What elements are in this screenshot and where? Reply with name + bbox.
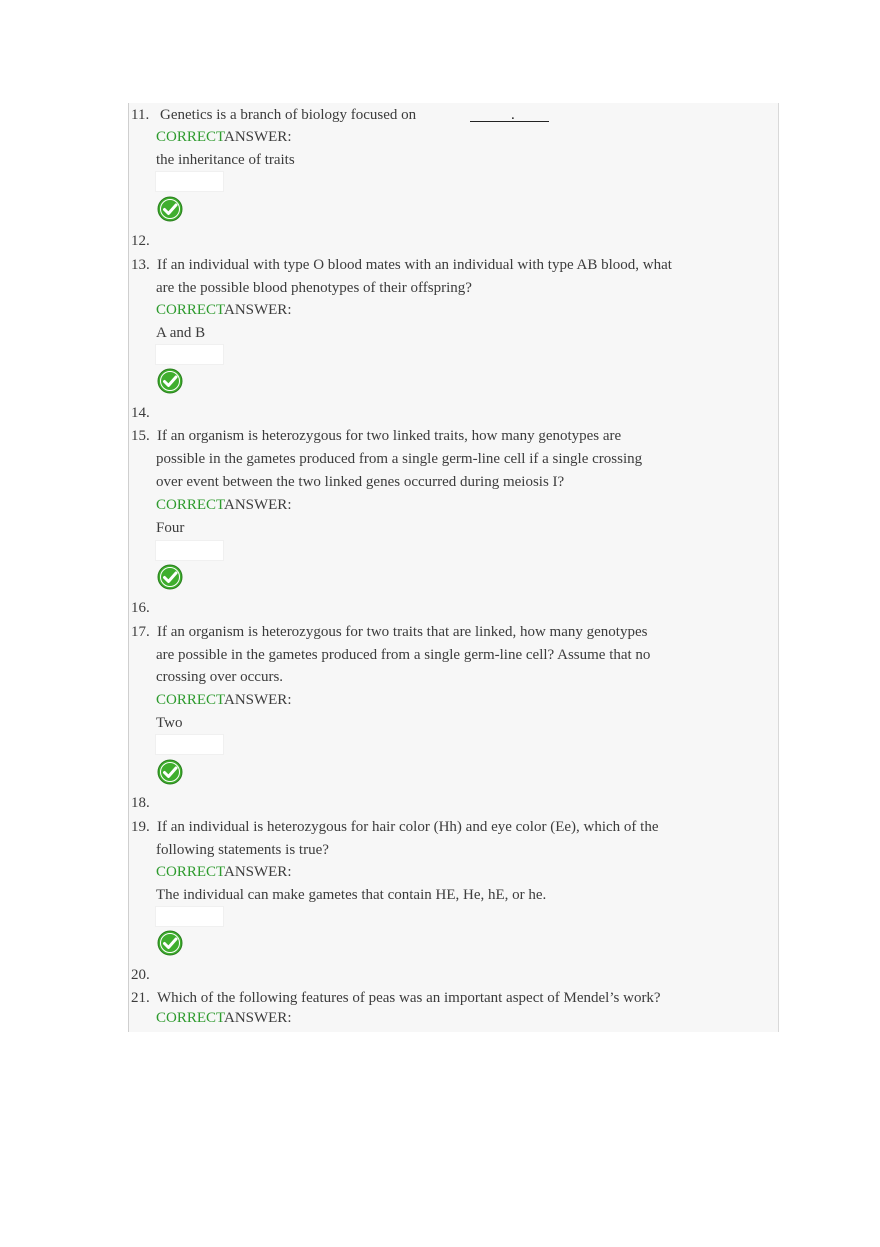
question-text: If an organism is heterozygous for two traits that are linked, how many genotypes: [157, 624, 648, 640]
question-number: 11.: [131, 107, 150, 123]
question-text: Genetics is a branch of biology focused on: [160, 107, 417, 123]
check-circle-icon: [157, 930, 183, 956]
question-number: 21.: [131, 990, 150, 1006]
question-number: 15.: [131, 428, 150, 444]
fill-in-blank: [470, 108, 549, 122]
question-number: 16.: [131, 600, 150, 616]
question-number: 19.: [131, 819, 150, 835]
correct-answer-label: CORRECTANSWER:: [156, 1010, 292, 1026]
question-text: over event between the two linked genes occurred during meiosis I?: [156, 474, 565, 490]
blank-mark: .: [511, 107, 515, 123]
question-number: 20.: [131, 967, 150, 983]
question-text: Which of the following features of peas was an important aspect of Mendel’s work?: [157, 990, 661, 1006]
answer-text: the inheritance of traits: [156, 152, 295, 168]
question-text: If an individual is heterozygous for hair color (Hh) and eye color (Ee), which of the: [157, 819, 659, 835]
answer-text: Two: [156, 715, 183, 731]
answer-text: Four: [156, 520, 185, 536]
question-text: If an individual with type O blood mates with an individual with type AB blood, what: [157, 257, 672, 273]
correct-answer-label: CORRECTANSWER:: [156, 497, 292, 513]
check-circle-icon: [157, 759, 183, 785]
check-circle-icon: [157, 196, 183, 222]
correct-answer-label: CORRECTANSWER:: [156, 864, 292, 880]
answer-text: A and B: [156, 325, 206, 341]
correct-answer-label: CORRECTANSWER:: [156, 692, 292, 708]
question-number: 13.: [131, 257, 150, 273]
question-text: are possible in the gametes produced from a single germ-line cell? Assume that no: [156, 647, 651, 663]
answer-box: [155, 344, 224, 365]
answer-box: [155, 171, 224, 192]
answer-box: [155, 906, 224, 927]
question-text: If an organism is heterozygous for two linked traits, how many genotypes are: [157, 428, 622, 444]
question-text: following statements is true?: [156, 842, 329, 858]
answer-box: [155, 540, 224, 561]
answer-box: [155, 734, 224, 755]
check-circle-icon: [157, 564, 183, 590]
check-circle-icon: [157, 368, 183, 394]
question-text: possible in the gametes produced from a single germ-line cell if a single crossing: [156, 451, 643, 467]
question-number: 12.: [131, 233, 150, 249]
question-text: crossing over occurs.: [156, 669, 284, 685]
question-number: 18.: [131, 795, 150, 811]
correct-answer-label: CORRECTANSWER:: [156, 129, 292, 145]
question-number: 14.: [131, 405, 150, 421]
question-text: are the possible blood phenotypes of their offspring?: [156, 280, 472, 296]
question-number: 17.: [131, 624, 150, 640]
answer-text: The individual can make gametes that contain HE, He, hE, or he.: [156, 887, 547, 903]
correct-answer-label: CORRECTANSWER:: [156, 302, 292, 318]
